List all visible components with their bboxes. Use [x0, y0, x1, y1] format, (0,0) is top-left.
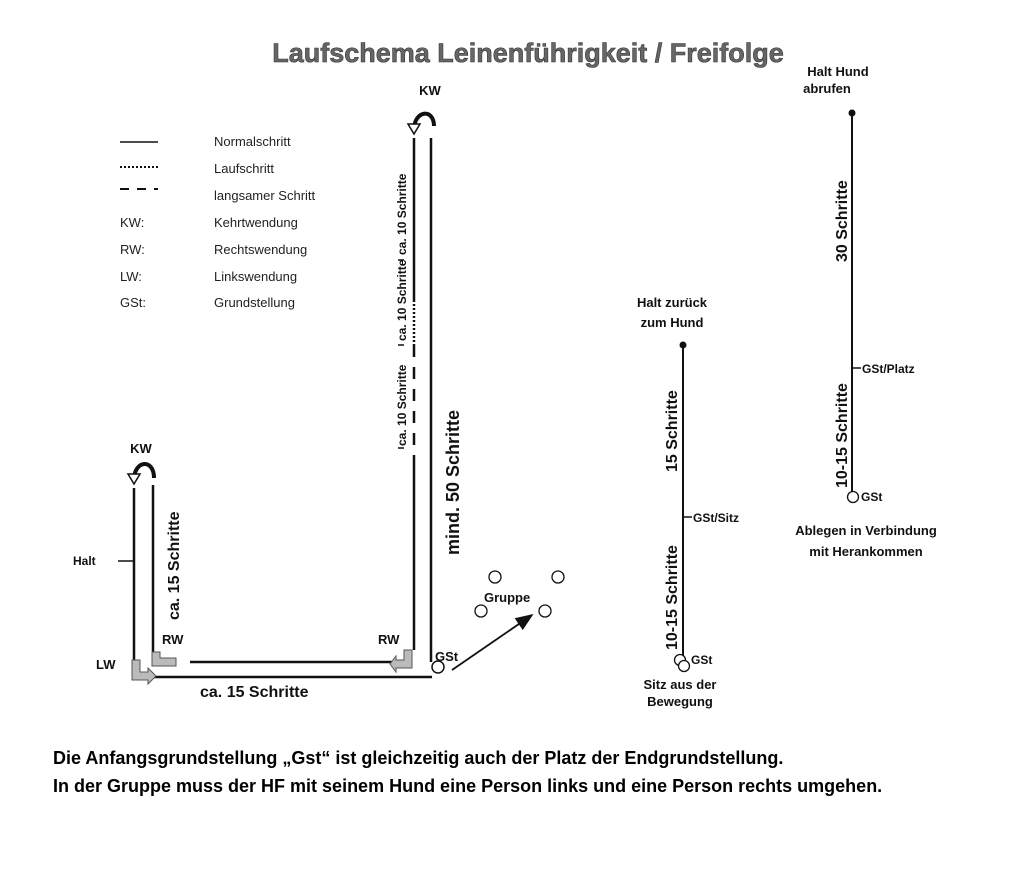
platz-top-label-line-1: Halt Hund — [807, 64, 869, 79]
platz-caption-line-1: Ablegen in Verbindung — [795, 523, 937, 538]
legend-label-kehrtwendung: Kehrtwendung — [214, 215, 298, 230]
platz-top-dot — [849, 110, 856, 117]
platz-top-label-line-2: abrufen — [803, 81, 851, 96]
label-segment-middle: ca. 10 Schritte — [395, 259, 409, 341]
gruppe-person — [475, 605, 487, 617]
sitz-top-label-line-2: zum Hund — [640, 315, 704, 330]
label-kw-top: KW — [419, 83, 441, 98]
sitz-top-label-line-1: Halt zurück — [636, 295, 708, 310]
sitz-steps-lower: 10-15 Schritte — [664, 545, 681, 650]
legend-symbol-kw: KW: — [120, 215, 145, 230]
legend-label-linkswendung: Linkswendung — [214, 269, 298, 284]
label-rw-right: RW — [378, 632, 400, 647]
sitz-caption-line-1: Sitz aus der — [643, 677, 717, 692]
platz-gst-label: GSt — [861, 490, 883, 504]
kw-turn-arrow-left — [128, 474, 140, 484]
platz-marker-label: GSt/Platz — [862, 362, 915, 376]
legend-symbol-lw: LW: — [120, 269, 142, 284]
label-steps-bottom: ca. 15 Schritte — [200, 684, 309, 701]
sitz-steps-upper: 15 Schritte — [664, 390, 681, 472]
label-halt: Halt — [73, 554, 96, 568]
platz-steps-lower: 10-15 Schritte — [834, 383, 851, 488]
legend — [120, 134, 316, 310]
notes — [53, 744, 1003, 800]
legend-label-langsamer-schritt: langsamer Schritt — [214, 188, 316, 203]
platz-gst-circle — [848, 492, 859, 503]
sitz-caption-line-2: Bewegung — [647, 694, 713, 709]
label-gst-start: GSt — [435, 649, 459, 664]
sitz-top-dot — [680, 342, 687, 349]
label-steps-mid: mind. 50 Schritte — [443, 409, 463, 555]
legend-label-normalschritt: Normalschritt — [214, 134, 291, 149]
legend-symbol-rw: RW: — [120, 242, 145, 257]
gruppe-person — [539, 605, 551, 617]
sitz-gst-label: GSt — [691, 653, 713, 667]
note-line: In der Gruppe muss der HF mit seinem Hund eine Person links und eine Person rechts umgehen. — [53, 776, 883, 796]
label-lw: LW — [96, 657, 116, 672]
legend-label-laufschritt: Laufschritt — [214, 161, 274, 176]
arrow-to-gruppe — [452, 615, 532, 670]
label-kw-left: KW — [130, 441, 152, 456]
note-line: Die Anfangsgrundstellung „Gst“ ist gleichzeitig auch der Platz der Endgrundstellung. — [53, 748, 784, 768]
diagram-title: Laufschema Leinenführigkeit / Freifolge — [272, 38, 784, 68]
label-steps-left: ca. 15 Schritte — [166, 511, 183, 620]
gruppe-person — [552, 571, 564, 583]
legend-symbol-gst: GSt: — [120, 295, 147, 310]
label-segment-lower: ca. 10 Schritte — [395, 364, 409, 446]
legend-label-rechtswendung: Rechtswendung — [214, 242, 308, 257]
gruppe-person — [489, 571, 501, 583]
sitz-marker-label: GSt/Sitz — [693, 511, 740, 525]
label-segment-upper: ca. 10 Schritte — [395, 173, 409, 255]
platz-steps-upper: 30 Schritte — [834, 180, 851, 262]
rw-turn-icon-right — [390, 650, 412, 672]
kw-turn-arrow-top — [408, 124, 420, 134]
legend-label-grundstellung: Grundstellung — [214, 295, 295, 310]
platz-caption-line-2: mit Herankommen — [809, 544, 923, 559]
label-gruppe: Gruppe — [484, 590, 531, 605]
sitz-gst-circle — [679, 661, 690, 672]
rw-turn-icon-left — [152, 652, 176, 666]
label-rw-left: RW — [162, 632, 184, 647]
